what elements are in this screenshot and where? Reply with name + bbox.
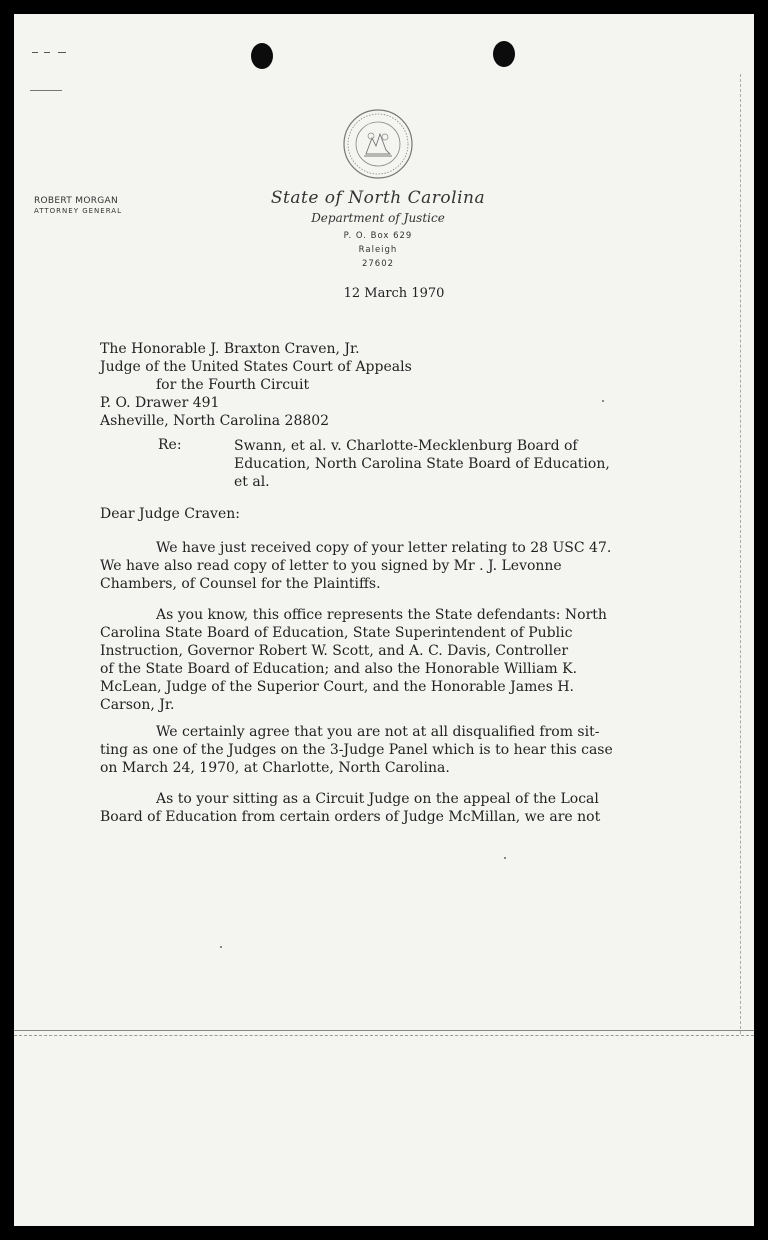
attorney-general-block xyxy=(34,196,184,215)
letterhead-city: Raleigh xyxy=(358,245,398,255)
address-line: for the Fourth Circuit xyxy=(156,377,310,393)
letterhead-zip: 27602 xyxy=(361,259,395,269)
margin-mark xyxy=(44,52,50,53)
state-seal-icon xyxy=(342,108,414,180)
paragraph-line: We have just received copy of your letter relating to 28 USC 47. xyxy=(156,540,612,556)
page-fold-line xyxy=(14,1030,754,1031)
body-paragraph xyxy=(100,539,660,593)
letterhead-state: State of North Carolina xyxy=(270,188,486,208)
letterhead-po-box: P. O. Box 629 xyxy=(343,231,413,241)
paragraph-line: on March 24, 1970, at Charlotte, North Carolina. xyxy=(100,760,450,776)
paragraph-line: ting as one of the Judges on the 3-Judge Panel which is to hear this case xyxy=(100,742,613,758)
address-line: The Honorable J. Braxton Craven, Jr. xyxy=(100,341,360,357)
paragraph-line: As you know, this office represents the State defendants: North xyxy=(156,607,607,623)
re-line: et al. xyxy=(234,474,270,490)
punch-hole-left xyxy=(251,43,273,69)
paragraph-line: of the State Board of Education; and also the Honorable William K. xyxy=(100,661,578,677)
paragraph-line: McLean, Judge of the Superior Court, and the Honorable James H. xyxy=(100,679,574,695)
page-fold-line xyxy=(14,1035,754,1036)
letter-date: 12 March 1970 xyxy=(343,286,445,301)
letterhead xyxy=(228,188,528,271)
attorney-name: ROBERT MORGAN xyxy=(34,196,119,206)
paper-speck xyxy=(602,400,604,402)
re-line: Swann, et al. v. Charlotte-Mecklenburg Board of xyxy=(234,438,578,454)
paragraph-line: We have also read copy of letter to you signed by Mr . J. Levonne xyxy=(100,558,562,574)
paragraph-line: Chambers, of Counsel for the Plaintiffs. xyxy=(100,576,381,592)
body-paragraph xyxy=(100,723,660,777)
paragraph-line: Carolina State Board of Education, State Superintendent of Public xyxy=(100,625,573,641)
address-line: Asheville, North Carolina 28802 xyxy=(100,413,330,429)
address-line: Judge of the United States Court of Appeals xyxy=(100,359,412,375)
margin-mark xyxy=(30,90,62,91)
margin-mark xyxy=(58,52,66,53)
address-line: P. O. Drawer 491 xyxy=(100,395,220,411)
body-paragraph xyxy=(100,790,660,826)
paragraph-line: Carson, Jr. xyxy=(100,697,175,713)
paper-speck xyxy=(220,946,222,948)
recipient-address xyxy=(100,340,412,430)
paper-speck xyxy=(504,857,506,859)
punch-hole-right xyxy=(493,41,515,67)
body-paragraph xyxy=(100,606,660,714)
page-edge-line xyxy=(740,74,741,1034)
margin-mark xyxy=(32,52,38,53)
salutation: Dear Judge Craven: xyxy=(100,506,240,522)
re-label: Re: xyxy=(158,437,182,453)
re-subject xyxy=(234,437,654,491)
paragraph-line: Instruction, Governor Robert W. Scott, and A. C. Davis, Controller xyxy=(100,643,569,659)
letterhead-department: Department of Justice xyxy=(311,211,445,225)
re-line: Education, North Carolina State Board of Education, xyxy=(234,456,610,472)
paragraph-line: We certainly agree that you are not at all disqualified from sit- xyxy=(156,724,600,740)
attorney-title: ATTORNEY GENERAL xyxy=(34,207,122,215)
paragraph-line: As to your sitting as a Circuit Judge on the appeal of the Local xyxy=(156,791,599,807)
letter-page xyxy=(14,14,754,1226)
paragraph-line: Board of Education from certain orders of Judge McMillan, we are not xyxy=(100,809,601,825)
